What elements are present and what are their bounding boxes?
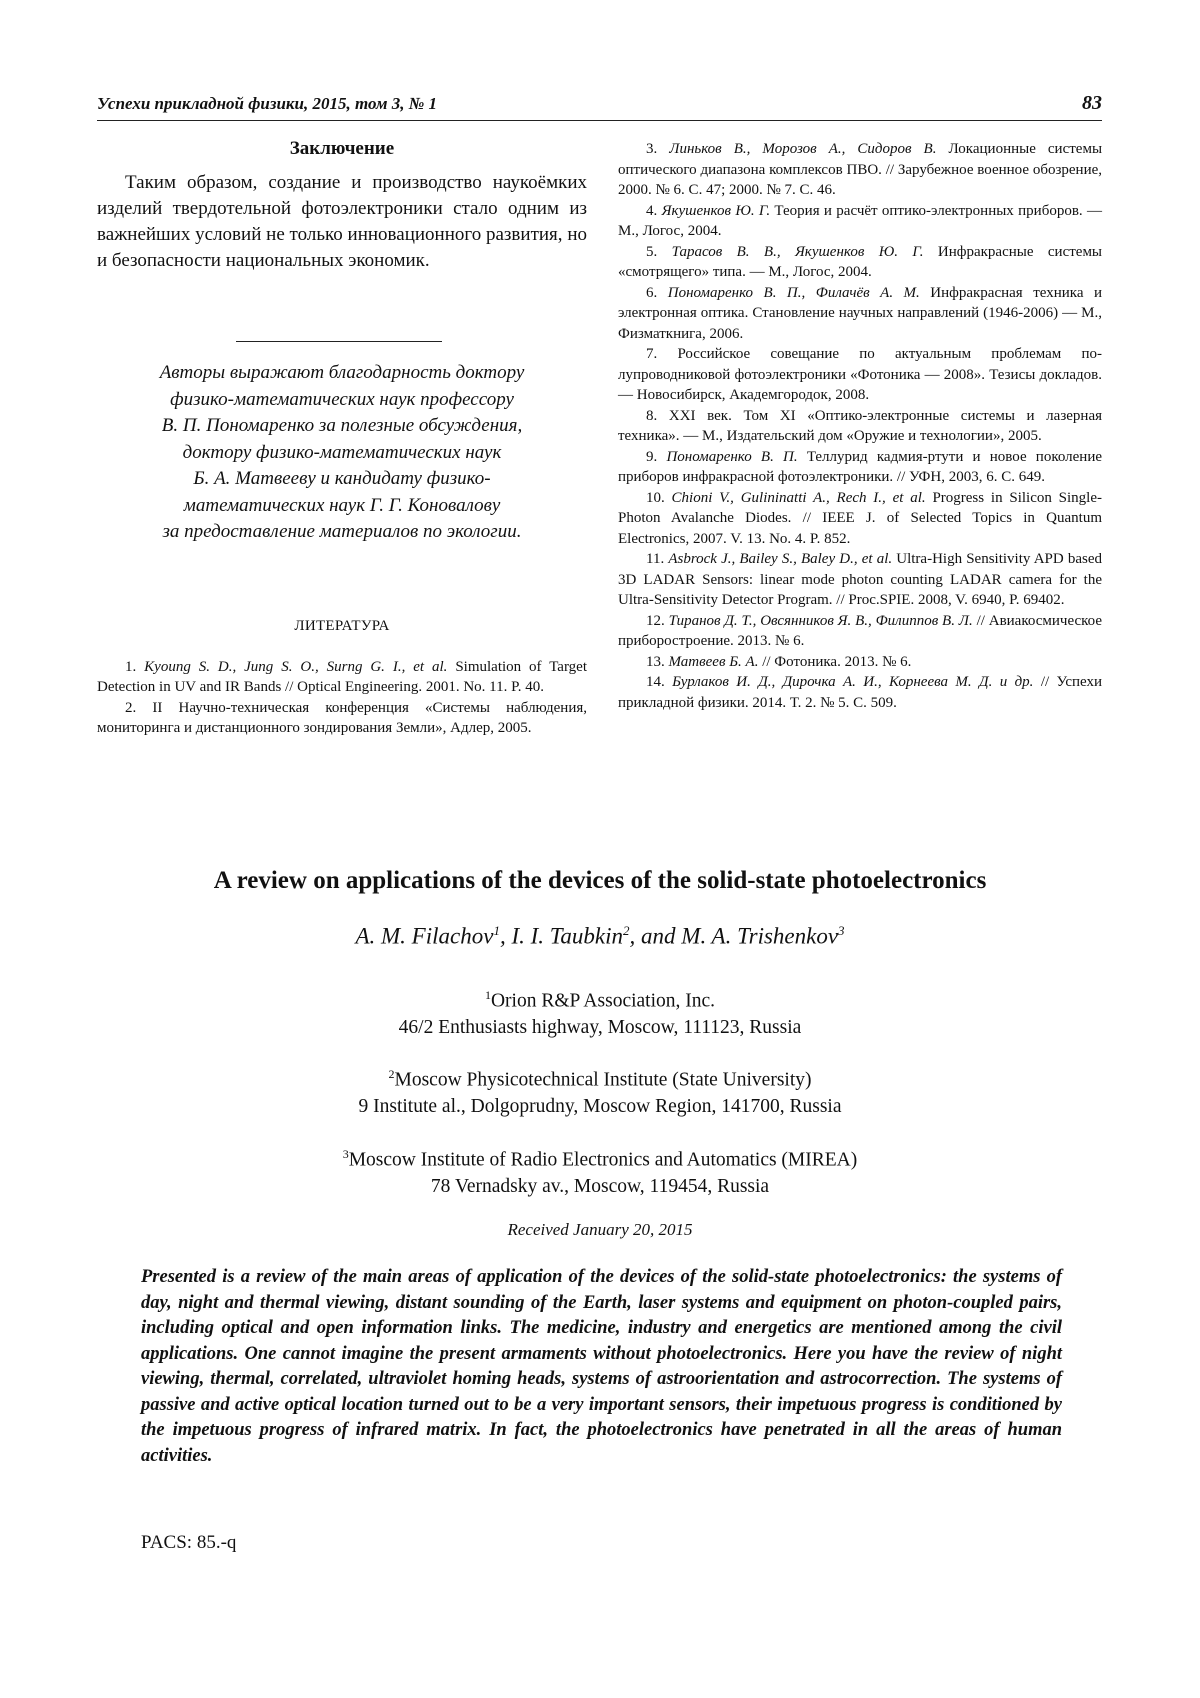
ref-text: Локационные системы оптического диапазона комплексов ПВО. // Зарубежное военное обозрение, 2000. № 6. С. 47; 2000. № 7. С. 46. <box>618 141 1103 198</box>
ack-line: В. П. Пономаренко за полезные обсуждения, <box>161 415 523 436</box>
ref-text: Инфракрасные системы «смотрящего» типа. — М., Логос, 2004. <box>618 243 1103 280</box>
ref-text: Simulation of Target Detection in UV and IR Bands // Optical Engineering. 2001. No. 11. P. 40. <box>97 658 588 695</box>
reference-item <box>618 672 1102 713</box>
pacs-code: PACS: 85.-q <box>141 1532 237 1553</box>
ref-number: 11. <box>646 551 665 567</box>
affiliation-address: 46/2 Enthusiasts highway, Moscow, 111123, Russia <box>398 1016 802 1038</box>
ref-authors: Бурлаков И. Д., Дирочка А. И., Корнеева М. Д. и др. <box>672 674 1034 690</box>
ref-text: XXI век. Том XI «Оптико-электронные системы и лазерная техника». — М., Издательский дом «Оружие и технологии», 2005. <box>618 407 1102 444</box>
english-authors <box>0 923 1200 950</box>
ref-number: 13. <box>646 653 665 670</box>
ack-line: за предоставление материалов по экологии. <box>162 521 522 542</box>
ref-number: 1. <box>125 658 137 675</box>
reference-item <box>618 549 1102 611</box>
author-affiliation-mark: 3 <box>838 923 845 938</box>
affiliation-org: Orion R&P Association, Inc. <box>490 990 716 1012</box>
affiliation-line <box>0 1061 1200 1094</box>
ref-authors: Матвеев Б. А. <box>668 653 759 670</box>
ack-line: Б. А. Матвееву и кандидату физико- <box>193 468 491 489</box>
affiliation-1 <box>0 982 1200 1041</box>
ref-text: // Авиакосмическое приборостроение. 2013. № 6. <box>618 612 1103 649</box>
ref-authors: Chioni V., Gulininatti A., Rech I., et al. <box>671 489 926 506</box>
reference-item <box>618 447 1102 488</box>
running-header <box>97 92 1102 121</box>
ack-line: Авторы выражают благодарность доктору <box>159 362 525 383</box>
ref-text: Инфракрасная техника и электронная оптика. Становление научных направлений (1946-2006) — М., Физматкнига, 2006. <box>618 284 1102 342</box>
ack-line: доктору физико-математических наук <box>182 441 502 463</box>
ref-authors: Пономаренко В. П., Филачёв А. М. <box>667 284 920 301</box>
ref-number: 7. <box>646 346 658 362</box>
affiliation-line <box>0 982 1200 1015</box>
affiliation-address: 9 Institute al., Dolgoprudny, Moscow Region, 141700, Russia <box>358 1095 842 1117</box>
author-affiliation-mark: 2 <box>623 923 630 938</box>
ref-number: 8. <box>646 407 658 424</box>
ref-number: 6. <box>646 284 658 301</box>
ref-text: Ultra-High Sensitivity APD based 3D LADAR Sensors: linear mode photon counting LADAR camera for the Ultra-Sensitivity Detector Program. // Proc.SPIE. 2008, V. 6940, P. 69402. <box>618 551 1102 608</box>
reference-item <box>97 698 587 739</box>
affiliation-mark: 1 <box>484 988 491 1002</box>
affiliation-org: Moscow Physicotechnical Institute (State University) <box>394 1069 812 1091</box>
ref-text: Российское совещание по актуальным проблемам полупроводниковой фотоэлектроники «Фотоника — 2008». Тезисы докладов. — Новосибирск, Академгородок, 2008. <box>618 346 1102 403</box>
reference-item <box>618 611 1102 652</box>
affiliation-address: 78 Vernadsky av., Moscow, 119454, Russia <box>430 1175 770 1197</box>
affiliation-org: Moscow Institute of Radio Electronics and Automatics (MIREA) <box>348 1149 858 1171</box>
english-title: A review on applications of the devices of the solid-state photoelectronics <box>213 867 987 894</box>
ref-text: Теллурид кадмия-ртути и новое поколение приборов инфракрасной фотоэлектроники. // УФН, 2003, 6. С. 649. <box>618 448 1103 485</box>
ref-authors: Тарасов В. В., Якушенков Ю. Г. <box>671 243 924 260</box>
ref-authors: Линьков В., Морозов А., Сидоров В. <box>669 141 937 157</box>
affiliation-line <box>0 1141 1200 1174</box>
ref-text: Теория и расчёт оптико-электронных приборов. — М., Логос, 2004. <box>618 202 1103 239</box>
reference-item <box>618 283 1102 345</box>
reference-item <box>97 657 587 698</box>
conclusion-heading: Заключение <box>289 138 395 159</box>
acknowledgment <box>97 360 587 546</box>
left-column <box>97 138 587 739</box>
ack-line: математических наук Г. Г. Коновалову <box>183 494 501 516</box>
ref-authors: Тиранов Д. Т., Овсянников Я. В., Филиппов В. Л. <box>668 612 973 629</box>
author-separator: , and <box>629 923 682 949</box>
ref-authors: Kyoung S. D., Jung S. O., Surng G. I., et al. <box>144 658 448 675</box>
ref-authors: Якушенков Ю. Г. <box>661 202 771 219</box>
reference-item <box>618 201 1102 242</box>
received-date: Received January 20, 2015 <box>507 1220 693 1239</box>
ref-number: 14. <box>646 674 665 690</box>
ref-number: 12. <box>646 612 665 629</box>
author-separator: , <box>499 923 512 949</box>
author-affiliation-mark: 1 <box>493 923 500 938</box>
journal-reference: Успехи прикладной физики, 2015, том 3, № 1 <box>97 94 438 113</box>
author-name: M. A. Trishenkov <box>681 923 839 949</box>
affiliation-mark: 2 <box>388 1067 395 1081</box>
ref-text: Progress in Silicon Single-Photon Avalanche Diodes. // IEEE J. of Selected Topics in Quantum Electronics, 2007. V. 13. No. 4. P. 852. <box>618 489 1102 547</box>
ref-number: 5. <box>646 243 658 260</box>
ref-authors: Пономаренко В. П. <box>666 448 798 465</box>
author-name: A. M. Filachov <box>355 923 494 949</box>
ref-text: // Успехи прикладной физики. 2014. Т. 2. № 5. С. 509. <box>618 674 1103 711</box>
reference-item <box>618 139 1102 201</box>
ref-text: II Научно-техническая конференция «Системы наблюдения, мониторинга и дистанционного зондирования Земли», Адлер, 2005. <box>97 699 587 736</box>
section-divider <box>236 341 442 342</box>
ref-number: 3. <box>646 141 658 157</box>
literature-heading: ЛИТЕРАТУРА <box>294 617 390 634</box>
reference-item <box>618 488 1102 550</box>
ref-number: 10. <box>646 489 665 506</box>
affiliation-3 <box>0 1141 1200 1200</box>
ack-line: физико-математических наук профессору <box>170 388 514 410</box>
reference-list-left <box>97 657 587 739</box>
reference-item <box>618 406 1102 447</box>
affiliation-2 <box>0 1061 1200 1120</box>
reference-item <box>618 344 1102 406</box>
author-name: I. I. Taubkin <box>511 923 624 949</box>
ref-number: 9. <box>646 448 658 465</box>
reference-item <box>618 652 1102 673</box>
ref-number: 4. <box>646 202 658 219</box>
affiliation-mark: 3 <box>342 1147 349 1161</box>
right-column <box>618 139 1102 713</box>
abstract: Presented is a review of the main areas of application of the devices of the solid-state photoelectronics: the systems of day, night and thermal viewing, distant sounding of the Earth, laser systems and equipment on photon-coupled pairs, including optical and open information links. The medicine, industry and energetics are mentioned among the civil applications. One cannot imagine the present armaments without photoelectronics. Here you have the review of night viewing, thermal, correlated, ultraviolet homing heads, systems of astroorientation and astrocorrection. The systems of passive and active optical location turned out to be a very important sensors, their impetuous progress is conditioned by the impetuous progress of infrared matrix. In fact, the photoelectronics have penetrated in all the areas of human activities. <box>141 1267 1062 1466</box>
ref-authors: Asbrock J., Bailey S., Baley D., et al. <box>668 551 893 567</box>
ref-number: 2. <box>125 699 137 716</box>
reference-item <box>618 242 1102 283</box>
ref-text: // Фотоника. 2013. № 6. <box>762 653 912 670</box>
conclusion-text: Таким образом, создание и производство наукоёмких изделий твердотельной фотоэлектроники стало одним из важнейших условий не только инновационного развития, но и безопасности национальных экономик. <box>97 172 587 271</box>
page-number: 83 <box>1082 92 1102 114</box>
